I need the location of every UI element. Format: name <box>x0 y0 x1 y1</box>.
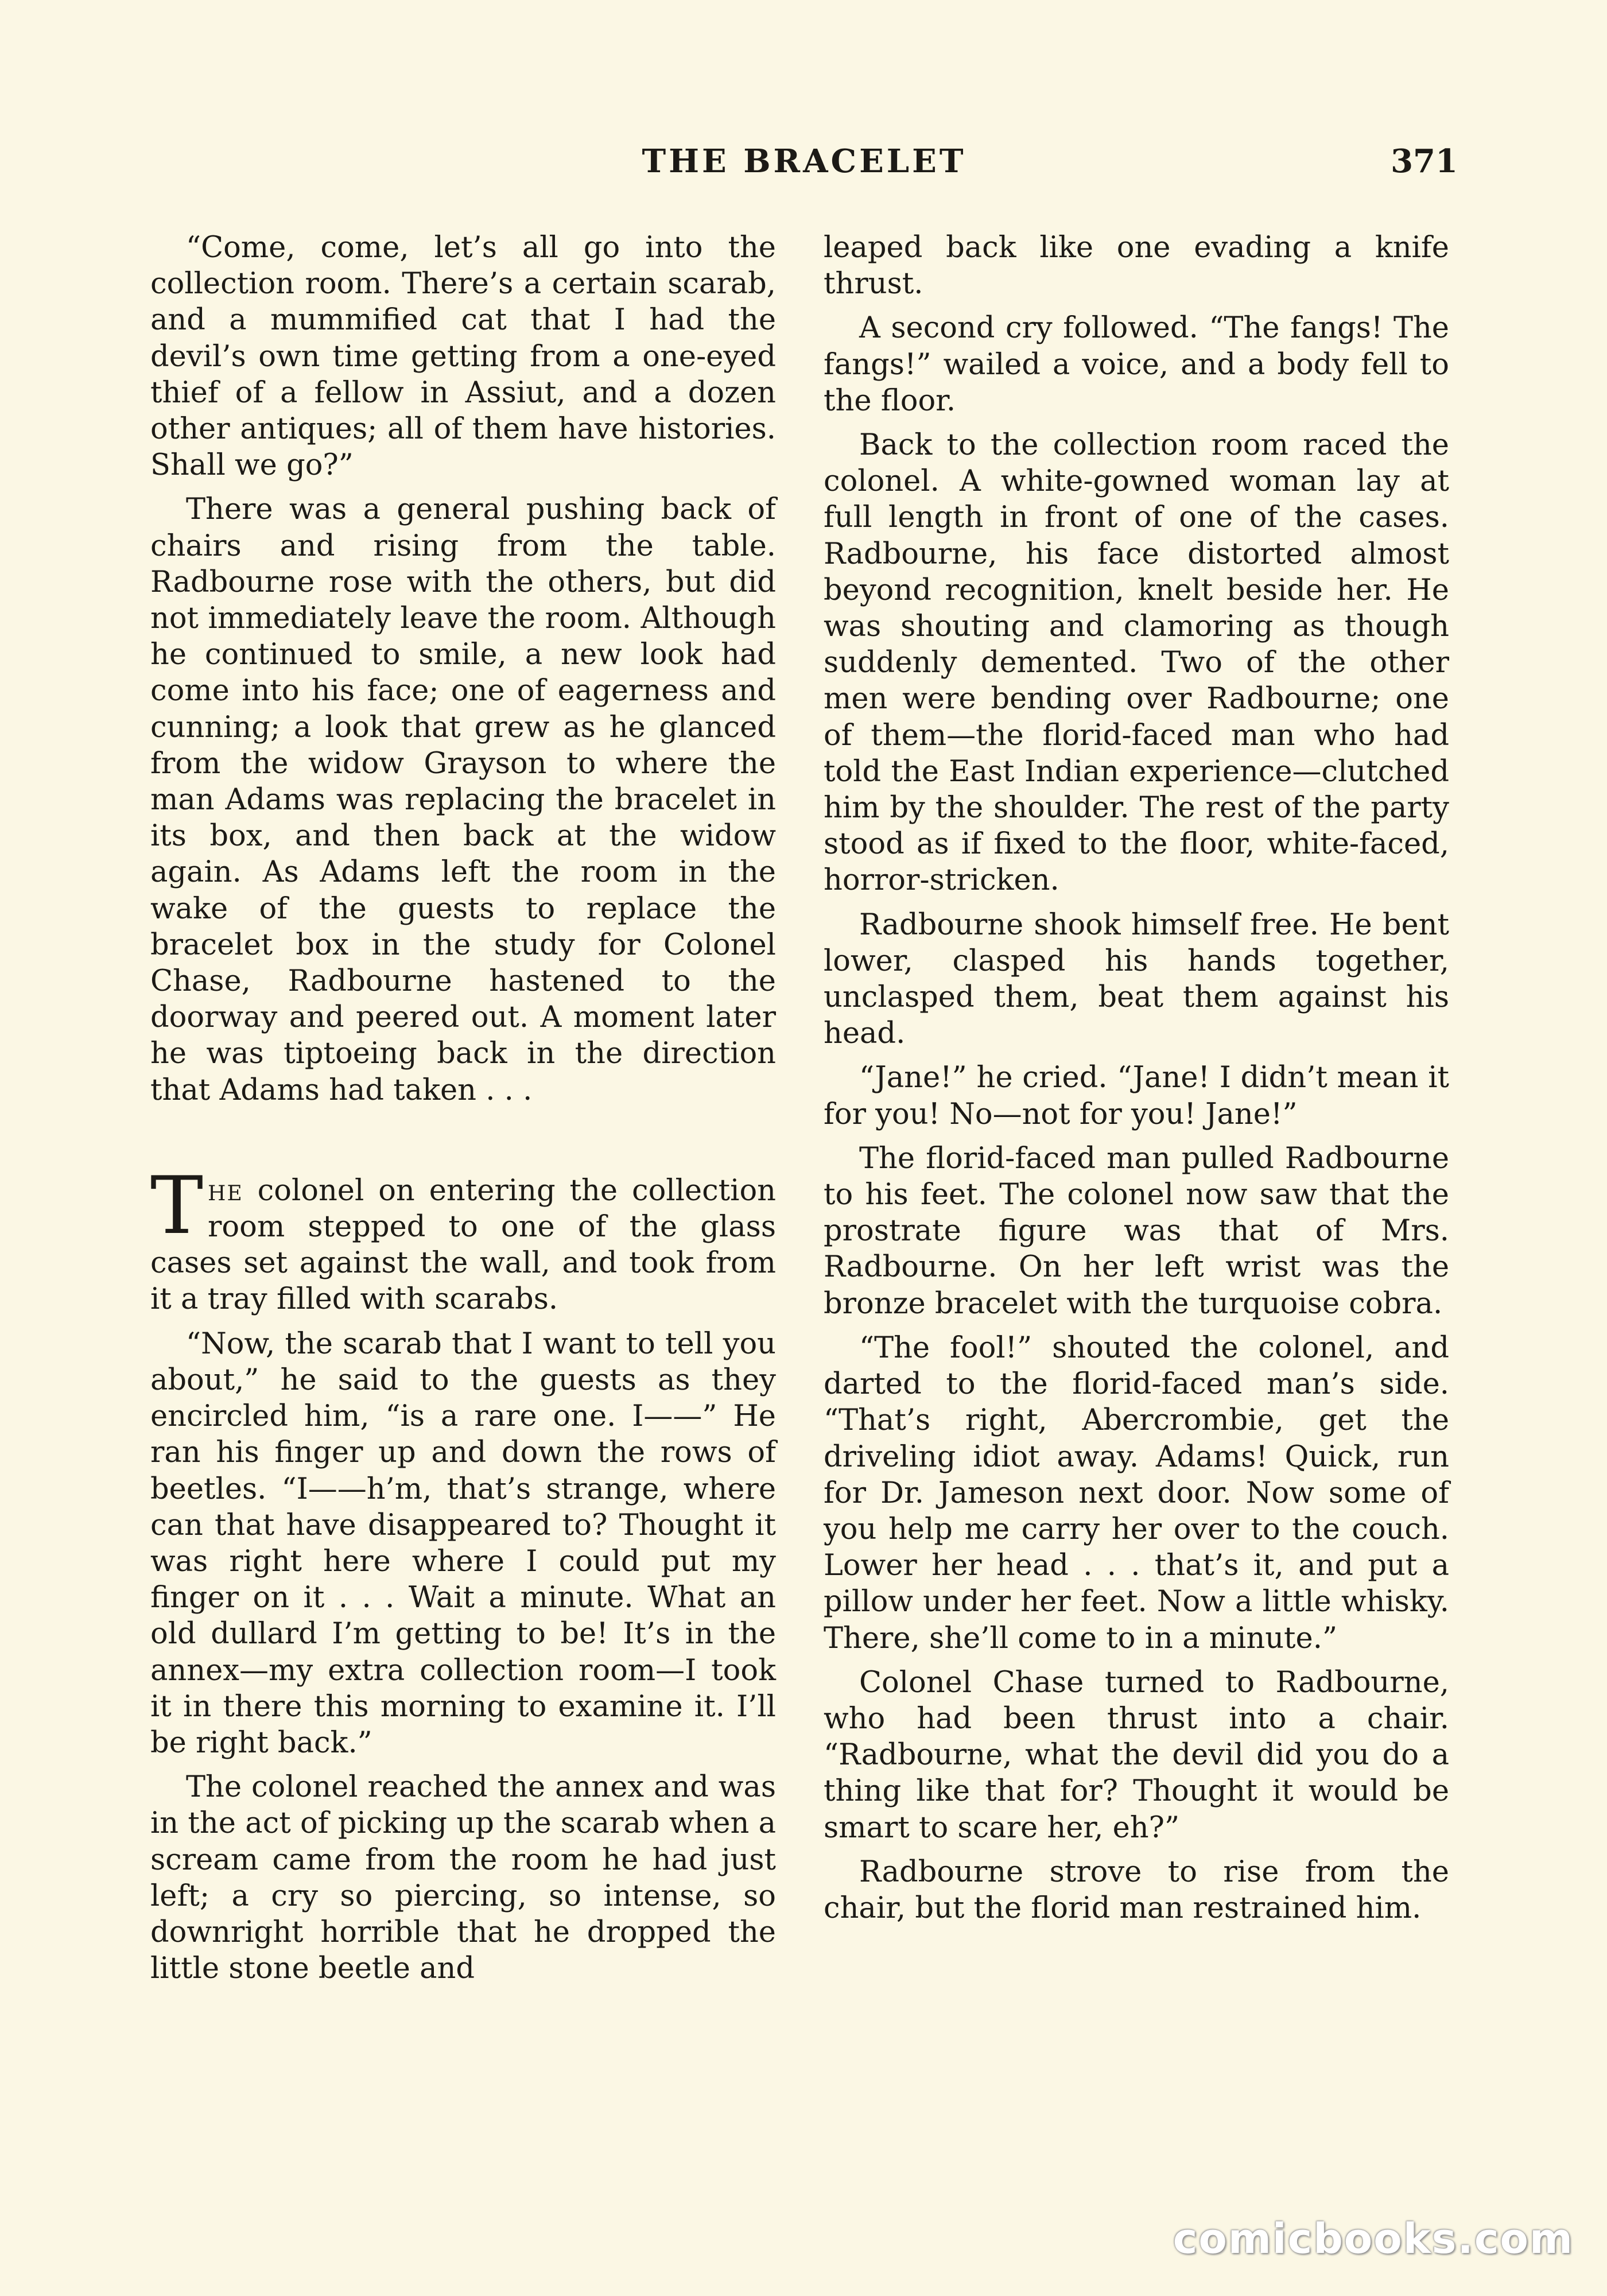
right-column <box>824 230 1449 1934</box>
paragraph: Radbourne strove to rise from the chair, but the florid man restrained him. <box>824 1855 1449 1925</box>
paragraph: “Now, the scarab that I want to tell you about,” he said to the guests as they encircled him, “is a rare one. I——” He ran his finger up and down the rows of beetles. “I——h’m, that’s strange, where can that have disappeared to? Thought it was right here where I could put my finger on it . . . Wait a minute. What an old dullard I’m getting to be! It’s in the annex—my extra collection room—I took it in there this morning to examine it. I’ll be right back.” <box>150 1327 776 1760</box>
paragraph: Radbourne shook himself free. He bent lower, clasped his hands together, unclasped them, beat them against his head. <box>824 907 1449 1051</box>
page-header <box>150 142 1458 188</box>
paragraph: Back to the collection room raced the colonel. A white-gowned woman lay at full length in front of one of the cases. Radbourne, his face distorted almost beyond recognition, knelt beside her. He was shouting and clamoring as though suddenly demented. Two of the other men were bending over Radbourne; one of them—the florid-faced man who had told the East Indian experience—clutched him by the shoulder. The rest of the party stood as if fixed to the floor, white-faced, horror-stricken. <box>824 428 1449 898</box>
paragraph-text: colonel on entering the collection room stepped to one of the glass cases set against the wall, and took from it a tray filled with scarabs. <box>150 1173 776 1317</box>
watermark: comicbooks.com <box>1173 2214 1574 2263</box>
paragraph: Colonel Chase turned to Radbourne, who had been thrust into a chair. “Radbourne, what the devil did you do a thing like that for? Thought it would be smart to scare her, eh?” <box>824 1665 1449 1845</box>
paragraph: “Jane!” he cried. “Jane! I didn’t mean it for you! No—not for you! Jane!” <box>824 1061 1449 1131</box>
paragraph: The florid-faced man pulled Radbourne to his feet. The colonel now saw that the prostrate figure was that of Mrs. Radbourne. On her left wrist was the bronze bracelet with the turquoise cobra. <box>824 1141 1449 1321</box>
paragraph-continued: leaped back like one evading a knife thrust. <box>824 231 1449 301</box>
paragraph: A second cry followed. “The fangs! The fangs!” wailed a voice, and a body fell to the floor. <box>824 311 1449 418</box>
small-caps-lead: he <box>208 1173 243 1208</box>
section-start-paragraph <box>150 1159 776 1318</box>
left-column <box>150 230 776 1995</box>
drop-cap: T <box>150 1159 204 1252</box>
paragraph: The colonel reached the annex and was in the act of picking up the scarab when a scream came from the room he had just left; a cry so piercing, so intense, so downright horrible that he dropped the little stone beetle and <box>150 1770 776 1986</box>
paragraph: There was a general pushing back of chairs and rising from the table. Radbourne rose with the others, but did not immediately leave the room. Although he continued to smile, a new look had come into his face; one of eagerness and cunning; a look that grew as he glanced from the widow Grayson to where the man Adams was replacing the bracelet in its box, and then back at the widow again. As Adams left the room in the wake of the guests to replace the bracelet box in the study for Colonel Chase, Radbourne hastened to the doorway and peered out. A moment later he was tiptoeing back in the direction that Adams had taken . . . <box>150 492 776 1107</box>
page-number: 371 <box>1391 142 1458 180</box>
paragraph: “Come, come, let’s all go into the collection room. There’s a certain scarab, and a mummified cat that I had the devil’s own time getting from a one-eyed thief of a fellow in Assiut, and a dozen other antiques; all of them have histories. Shall we go?” <box>150 231 776 483</box>
running-title: THE BRACELET <box>642 142 966 180</box>
paragraph: “The fool!” shouted the colonel, and darted to the florid-faced man’s side. “That’s right, Abercrombie, get the driveling idiot away. Adams! Quick, run for Dr. Jameson next door. Now some of you help me carry her over to the couch. Lower her head . . . that’s it, and put a pillow under her feet. Now a little whisky. There, she’ll come to in a minute.” <box>824 1331 1449 1655</box>
